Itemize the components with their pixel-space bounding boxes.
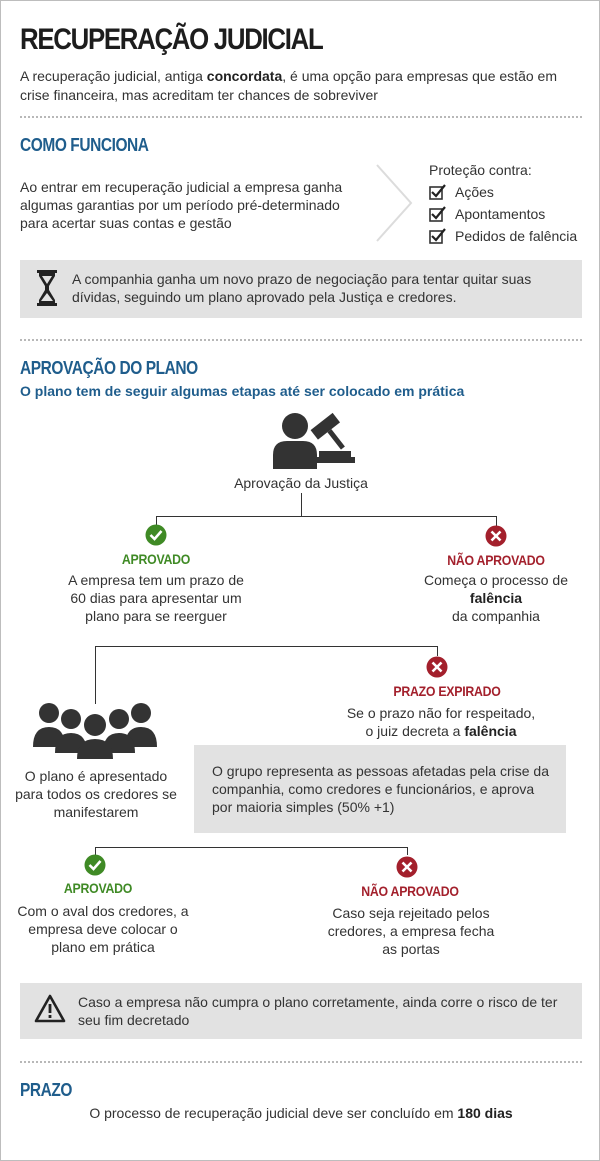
group-note-box [194,745,566,833]
creditors-not-approved-text: Caso seja rejeitado pelos credores, a empresa fecha as portas [327,905,495,957]
expired-text: Se o prazo não for respeitado, o juiz decreta a falência [346,705,536,739]
creditors-text: O plano é apresentado para todos os credores se manifestarem [15,768,177,820]
not-approved-text: Começa o processo de falência da companhia [424,572,568,624]
connector-line [95,646,96,704]
not-approved-label: NÃO APROVADO [447,552,545,568]
warning-box [20,983,582,1039]
protection-item: Apontamentos [429,203,577,225]
aprovacao-subtitle: O plano tem de seguir algumas etapas até ser colocado em prática [20,383,465,399]
x-circle-icon [426,656,448,678]
protection-title: Proteção contra: [429,162,532,178]
page-title: RECUPERAÇÃO JUDICIAL [20,23,323,56]
note-text: A companhia ganha um novo prazo de negociação para tentar quitar suas dívidas, seguindo um plano aprovado pela Justiça e credores. [72,271,532,305]
people-group-icon [31,701,159,759]
section-title-aprovacao: APROVAÇÃO DO PLANO [20,358,198,378]
connector-line [156,516,497,517]
x-circle-icon [485,525,507,547]
checkbox-checked-icon [429,206,446,222]
checkbox-checked-icon [429,184,446,200]
check-circle-icon [84,854,106,876]
connector-line [301,493,302,517]
judge-gavel-icon [273,411,359,469]
justice-approval-label: Aprovação da Justiça [234,475,368,491]
prazo-text: O processo de recuperação judicial deve ser concluído em 180 dias [89,1105,513,1121]
approved-text: A empresa tem um prazo de 60 dias para apresentar um plano para se reerguer [68,572,244,624]
approved-label: APROVADO [121,551,191,567]
check-circle-icon [145,524,167,546]
creditors-approved-text: Com o aval dos credores, a empresa deve colocar o plano em prática [17,903,189,955]
section-title-prazo: PRAZO [20,1080,73,1100]
x-circle-icon [396,856,418,878]
group-note-text: O grupo representa as pessoas afetadas pela crise da companhia, como credores e funcionários, e aprova por maioria simples (50% +1) [212,763,549,815]
protection-list [429,159,577,247]
connector-line [95,646,438,647]
warning-triangle-icon [34,994,66,1024]
protection-item: Pedidos de falência [429,225,577,247]
chevron-right-icon [373,163,415,243]
intro-text: A recuperação judicial, antiga concordata, é uma opção para empresas que estão em crise financeira, mas acreditam ter chances de sobreviver [20,68,557,103]
note-box [20,260,582,318]
checkbox-checked-icon [429,228,446,244]
creditors-not-approved-label: NÃO APROVADO [361,883,459,899]
divider [20,339,582,341]
como-funciona-description: Ao entrar em recuperação judicial a empresa ganha algumas garantias por um período pré-determinado para acertar suas contas e gestão [20,179,343,231]
hourglass-icon [36,270,58,306]
creditors-approved-label: APROVADO [63,880,133,896]
expired-label: PRAZO EXPIRADO [393,683,501,699]
warning-text: Caso a empresa não cumpra o plano corretamente, ainda corre o risco de ter seu fim decretado [78,994,558,1028]
divider [20,1061,582,1063]
connector-line [95,847,408,848]
section-title-como-funciona: COMO FUNCIONA [20,135,149,155]
connector-line [407,847,408,855]
connector-line [437,646,438,656]
divider [20,116,582,118]
protection-item: Ações [429,181,577,203]
